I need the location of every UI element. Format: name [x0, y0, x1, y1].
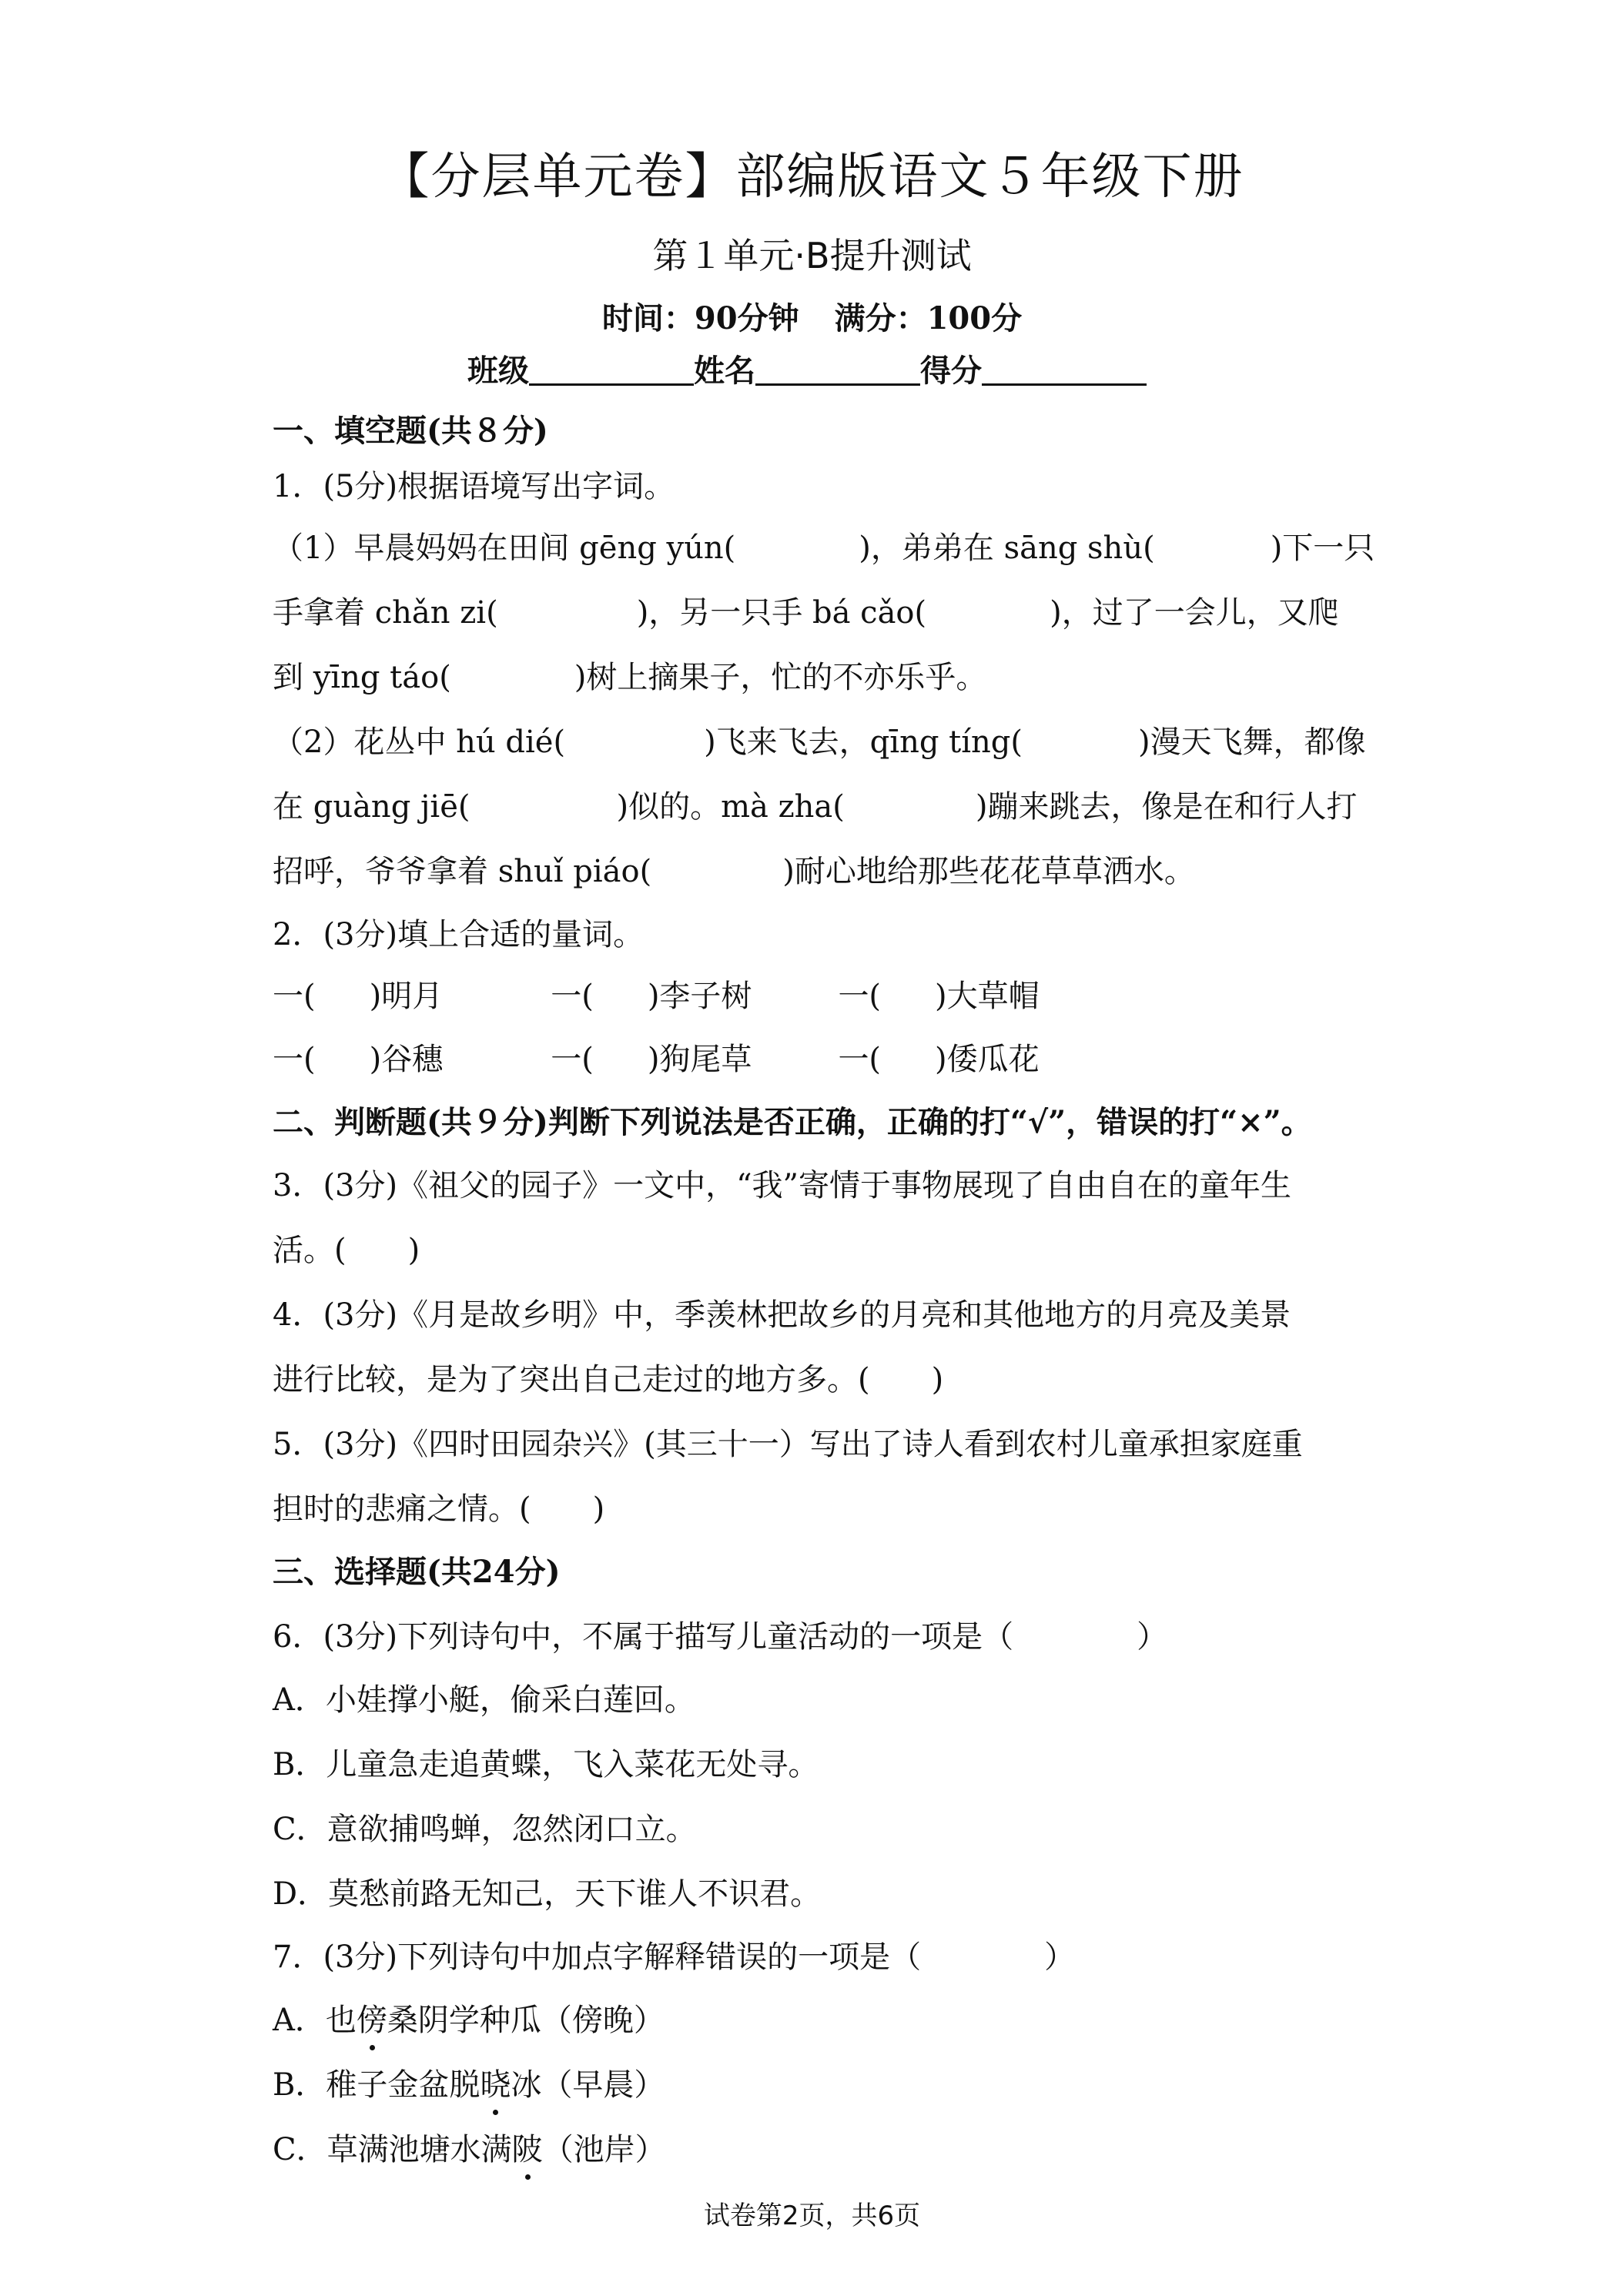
- q6-option-d[interactable]: D．莫愁前路无知己，天下谁人不识君。: [273, 1876, 822, 1912]
- q1-p1-line1: [273, 524, 1375, 567]
- exam-subtitle: 第１单元·B提升测试: [652, 235, 972, 276]
- text-seg: 一(: [838, 1042, 882, 1077]
- text-seg: 一(: [273, 979, 316, 1014]
- full-score-label: 满分：100分: [834, 300, 1023, 336]
- q1-p2-line2: [273, 782, 1357, 826]
- dotted-char: 陂: [512, 2125, 543, 2169]
- exam-title: 【分层单元卷】部编版语文５年级下册: [380, 149, 1244, 206]
- section-3-heading: 三、选择题(共24分): [273, 1554, 561, 1590]
- text-seg: )明月: [369, 979, 444, 1014]
- q6-option-a[interactable]: A．小娃撑小艇，偷采白莲回。: [273, 1682, 695, 1718]
- student-info-line: [467, 346, 1147, 390]
- q3-line1: 3．(3分)《祖父的园子》一文中，“我”寄情于事物展现了自由自在的童年生: [273, 1168, 1292, 1203]
- q4-line1: 4．(3分)《月是故乡明》中，季羡林把故乡的月亮和其他地方的月亮及美景: [273, 1297, 1291, 1333]
- q5-line1: 5．(3分)《四时田园杂兴》(其三十一）写出了诗人看到农村儿童承担家庭重: [273, 1427, 1303, 1462]
- q5-line2[interactable]: 担时的悲痛之情。( ): [273, 1491, 605, 1527]
- q3-line2[interactable]: 活。( ): [273, 1233, 420, 1268]
- text-seg: )狗尾草: [647, 1042, 752, 1077]
- q1-p2-line1: [273, 718, 1366, 761]
- q2-row2: [273, 1035, 1040, 1079]
- text-seg: 一(: [273, 1042, 316, 1077]
- text-seg: 一(: [551, 979, 594, 1014]
- time-label: 时间：90分钟: [601, 300, 799, 336]
- text-seg: B．稚子金盆脱: [273, 2067, 481, 2103]
- text-seg: )蹦来跳去，像是在和行人打: [975, 789, 1358, 825]
- name-label: 姓名: [694, 353, 755, 389]
- q6-option-b[interactable]: B．儿童急走追黄蝶，飞入菜花无处寻。: [273, 1747, 819, 1782]
- score-get-label: 得分: [920, 353, 982, 389]
- text-seg: 手拿着 chǎn zi(: [273, 595, 498, 631]
- text-seg: )漫天飞舞，都像: [1138, 725, 1366, 760]
- section-2-heading: 二、判断题(共９分)判断下列说法是否正确，正确的打“√”，错误的打“×”。: [273, 1104, 1312, 1140]
- q7-option-c[interactable]: [273, 2125, 666, 2169]
- q2-stem: 2．(3分)填上合适的量词。: [273, 917, 645, 952]
- text-seg: )似的。mà zha(: [616, 789, 845, 825]
- q2-row1: [273, 972, 1040, 1016]
- dotted-char: 晓: [480, 2060, 511, 2104]
- dotted-char: 傍: [357, 1996, 387, 2040]
- text-seg: )大草帽: [935, 979, 1040, 1014]
- text-seg: )倭瓜花: [935, 1042, 1040, 1077]
- text-seg: )飞来飞去，qīng tíng(: [704, 725, 1023, 760]
- q6-option-c[interactable]: C．意欲捕鸣蝉，忽然闭口立。: [273, 1812, 697, 1847]
- text-seg: )李子树: [647, 979, 752, 1014]
- section-1-heading: 一、填空题(共８分): [273, 413, 548, 449]
- class-blank[interactable]: [529, 353, 694, 386]
- score-blank[interactable]: [982, 353, 1147, 386]
- text-seg: （2）花丛中 hú dié(: [273, 725, 566, 760]
- q7-option-b[interactable]: [273, 2060, 665, 2104]
- name-blank[interactable]: [755, 353, 920, 386]
- text-seg: 到 yīng táo(: [273, 660, 451, 695]
- text-seg: )树上摘果子，忙的不亦乐乎。: [574, 660, 987, 695]
- text-seg: （池岸）: [542, 2132, 666, 2167]
- q1-stem: 1．(5分)根据语境写出字词。: [273, 469, 675, 504]
- text-seg: )下一只: [1270, 530, 1375, 566]
- text-seg: 桑阴学种瓜（傍晚）: [387, 2003, 665, 2038]
- q1-p2-line3: [273, 847, 1195, 891]
- text-seg: )谷穗: [369, 1042, 444, 1077]
- q7-option-a[interactable]: [273, 1996, 665, 2040]
- text-seg: )，弟弟在 sāng shù(: [859, 530, 1155, 566]
- text-seg: A．也: [273, 2003, 357, 2038]
- q1-p1-line3: [273, 653, 986, 697]
- time-score-line: [0, 294, 1624, 338]
- q7-stem[interactable]: 7．(3分)下列诗句中加点字解释错误的一项是（ ）: [273, 1940, 1076, 1975]
- class-label: 班级: [467, 353, 529, 389]
- text-seg: )耐心地给那些花花草草洒水。: [782, 854, 1195, 889]
- text-seg: 一(: [551, 1042, 594, 1077]
- q1-p1-line2: [273, 588, 1339, 632]
- page-footer: 试卷第2页，共6页: [703, 2201, 921, 2231]
- text-seg: 一(: [838, 979, 882, 1014]
- text-seg: 在 guàng jiē(: [273, 789, 470, 825]
- text-seg: 招呼，爷爷拿着 shuǐ piáo(: [273, 854, 652, 889]
- q6-stem[interactable]: 6．(3分)下列诗句中，不属于描写儿童活动的一项是（ ）: [273, 1619, 1168, 1655]
- text-seg: （1）早晨妈妈在田间 gēng yún(: [273, 530, 736, 566]
- text-seg: C．草满池塘水满: [273, 2132, 512, 2167]
- text-seg: )，过了一会儿，又爬: [1050, 595, 1339, 631]
- text-seg: 冰（早晨）: [511, 2067, 665, 2103]
- text-seg: )，另一只手 bá cǎo(: [636, 595, 927, 631]
- q4-line2[interactable]: 进行比较，是为了突出自己走过的地方多。( ): [273, 1362, 944, 1397]
